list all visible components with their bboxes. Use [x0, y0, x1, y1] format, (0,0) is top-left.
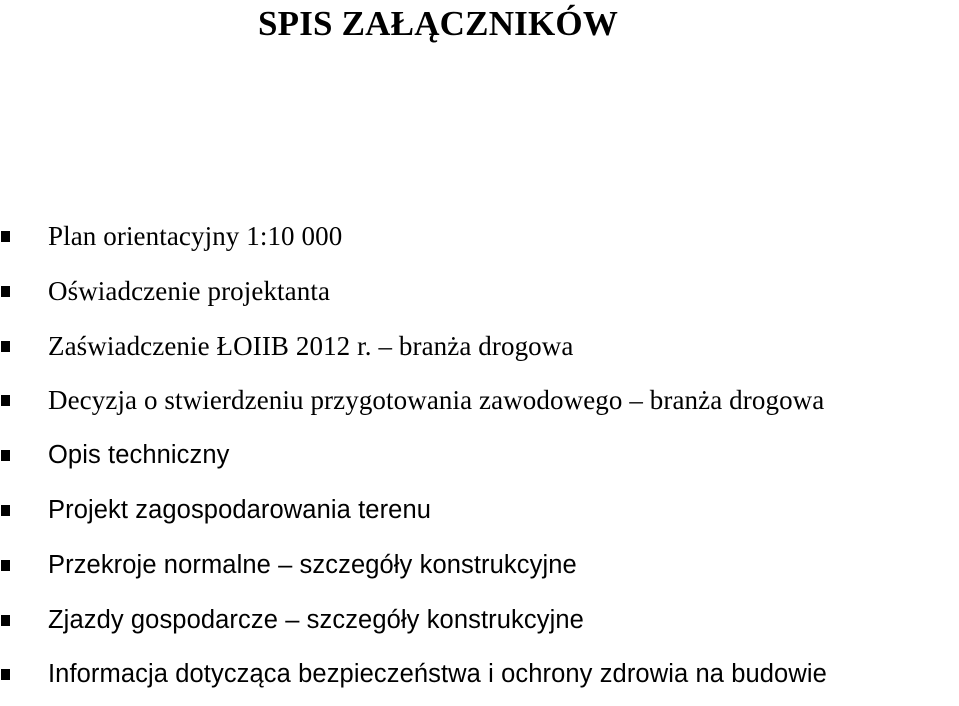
square-bullet-icon: [1, 505, 10, 516]
list-item-label: Projekt zagospodarowania terenu: [48, 495, 432, 524]
square-bullet-icon: [1, 669, 10, 680]
list-item: [0, 268, 959, 323]
attachments-list: [0, 213, 959, 706]
list-item-label: Przekroje normalne – szczegóły konstrukcyjne: [48, 550, 577, 579]
list-item: [0, 213, 959, 268]
list-item-label: Decyzja o stwierdzeniu przygotowania zawodowego – branża drogowa: [48, 385, 825, 416]
square-bullet-icon: [1, 395, 10, 406]
list-item-label: Zjazdy gospodarcze – szczegóły konstrukcyjne: [48, 605, 584, 634]
list-item-label: Opis techniczny: [48, 441, 230, 470]
square-bullet-icon: [1, 341, 10, 352]
square-bullet-icon: [1, 231, 10, 242]
square-bullet-icon: [1, 560, 10, 571]
list-item: [0, 323, 959, 378]
square-bullet-icon: [1, 286, 10, 297]
page-title: SPIS ZAŁĄCZNIKÓW: [257, 4, 619, 43]
list-item: [0, 542, 959, 597]
list-item-label: Informacja dotycząca bezpieczeństwa i ochrony zdrowia na budowie: [48, 660, 827, 689]
list-item-label: Plan orientacyjny 1:10 000: [48, 221, 343, 251]
list-item: [0, 651, 959, 706]
list-item: [0, 377, 959, 432]
list-item-label: Zaświadczenie ŁOIIB 2012 r. – branża drogowa: [48, 330, 574, 361]
square-bullet-icon: [1, 450, 10, 461]
list-item: [0, 597, 959, 652]
list-item: [0, 487, 959, 542]
square-bullet-icon: [1, 615, 10, 626]
list-item: [0, 432, 959, 487]
list-item-label: Oświadczenie projektanta: [48, 275, 331, 306]
